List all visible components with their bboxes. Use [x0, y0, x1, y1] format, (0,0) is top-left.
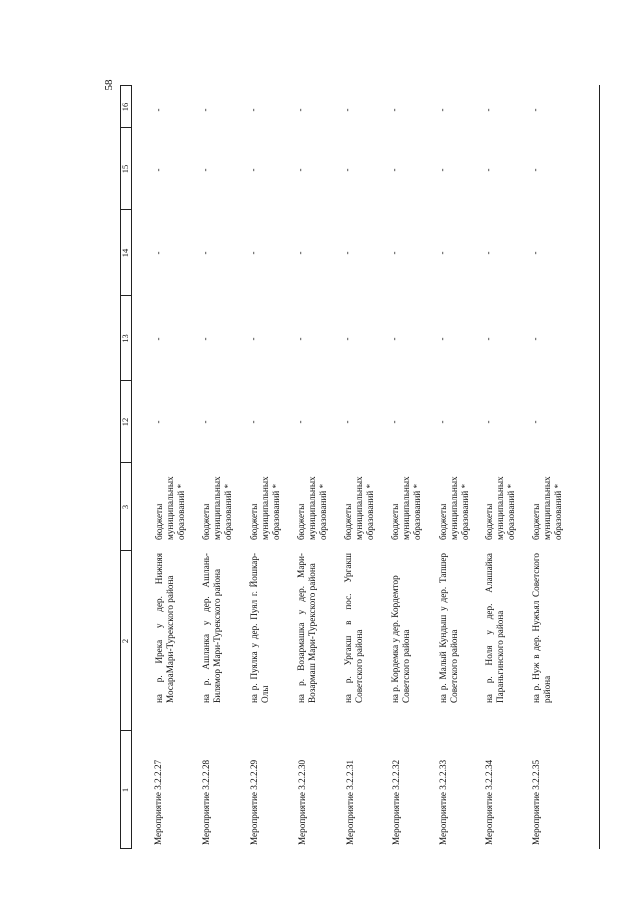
column-header: 12	[120, 417, 130, 427]
row-funding: бюджеты муниципальных образований *	[154, 476, 186, 540]
row-value: -	[389, 168, 399, 172]
row-id: Мероприятие 3.2.2.32	[391, 759, 401, 845]
row-value: -	[437, 108, 447, 112]
row-description: на р. Ирека у дер. Нижняя МосараМари-Турекского района	[154, 553, 175, 703]
row-value: -	[483, 420, 493, 424]
data-table	[120, 85, 600, 849]
row-funding: бюджеты муниципальных образований *	[201, 476, 233, 540]
row-value: -	[295, 251, 305, 255]
row-value: -	[153, 108, 163, 112]
row-value: -	[248, 108, 258, 112]
column-header: 13	[120, 334, 130, 343]
row-description: на р. Нуж в дер. Нужъял Советского района	[531, 553, 552, 703]
row-value: -	[483, 168, 493, 172]
row-description: на р. Возармашка у дер. Мари-Возармаш Мари-Турекского района	[296, 553, 317, 703]
row-value: -	[248, 420, 258, 424]
row-description: на р. Кордемка у дер. Кордемтор Советского района	[390, 575, 411, 703]
row-funding: бюджеты муниципальных образований *	[438, 476, 470, 540]
row-funding: бюджеты муниципальных образований *	[296, 476, 328, 540]
row-value: -	[153, 251, 163, 255]
row-id: Мероприятие 3.2.2.31	[345, 759, 355, 845]
row-id: Мероприятие 3.2.2.29	[249, 759, 259, 845]
column-header: 1	[120, 787, 130, 793]
row-value: -	[483, 251, 493, 255]
row-value: -	[389, 420, 399, 424]
table-header-rule	[131, 85, 132, 849]
page-number: 58	[103, 79, 115, 91]
column-header: 3	[120, 504, 130, 510]
row-value: -	[530, 420, 540, 424]
column-header: 14	[120, 248, 130, 258]
row-value: -	[200, 108, 210, 112]
row-funding: бюджеты муниципальных образований *	[249, 476, 281, 540]
row-value: -	[295, 420, 305, 424]
row-funding: бюджеты муниципальных образований *	[390, 476, 422, 540]
row-value: -	[530, 251, 540, 255]
row-value: -	[342, 337, 352, 341]
row-value: -	[153, 168, 163, 172]
row-value: -	[437, 420, 447, 424]
row-value: -	[342, 108, 352, 112]
row-value: -	[342, 168, 352, 172]
row-description: на р. Ургакш в пос. Ургакш Советского района	[343, 553, 364, 703]
row-value: -	[200, 168, 210, 172]
row-value: -	[153, 337, 163, 341]
table-bottom-rule	[599, 85, 600, 849]
row-value: -	[530, 337, 540, 341]
row-value: -	[389, 337, 399, 341]
row-value: -	[342, 251, 352, 255]
row-funding: бюджеты муниципальных образований *	[343, 476, 375, 540]
row-value: -	[153, 420, 163, 424]
row-description: на р. Пуялка у дер. Пуял г. Йошкар-Олы	[249, 553, 270, 703]
row-id: Мероприятие 3.2.2.33	[438, 759, 448, 845]
row-funding: бюджеты муниципальных образований *	[531, 476, 563, 540]
row-funding: бюджеты муниципальных образований *	[484, 476, 516, 540]
row-description: на р. Малый Кундыш у дер. Тапшер Советского района	[438, 553, 459, 703]
row-description: на р. Ноля у дер. Алашайка Параньгинского района	[484, 553, 505, 703]
row-value: -	[200, 420, 210, 424]
row-value: -	[342, 420, 352, 424]
row-id: Мероприятие 3.2.2.34	[484, 759, 494, 845]
row-value: -	[437, 168, 447, 172]
column-header: 15	[120, 164, 130, 174]
row-id: Мероприятие 3.2.2.27	[153, 759, 163, 845]
row-id: Мероприятие 3.2.2.35	[531, 759, 541, 845]
row-value: -	[389, 108, 399, 112]
row-value: -	[295, 168, 305, 172]
column-header: 2	[120, 638, 130, 644]
row-value: -	[200, 251, 210, 255]
row-id: Мероприятие 3.2.2.30	[297, 759, 307, 845]
row-value: -	[295, 337, 305, 341]
row-value: -	[437, 251, 447, 255]
column-header: 16	[120, 102, 130, 112]
row-value: -	[437, 337, 447, 341]
row-id: Мероприятие 3.2.2.28	[201, 759, 211, 845]
row-value: -	[483, 108, 493, 112]
row-value: -	[200, 337, 210, 341]
row-value: -	[530, 108, 540, 112]
row-value: -	[248, 168, 258, 172]
row-value: -	[530, 168, 540, 172]
row-value: -	[248, 251, 258, 255]
row-value: -	[248, 337, 258, 341]
row-value: -	[389, 251, 399, 255]
row-value: -	[483, 337, 493, 341]
row-description: на р. Ашланка у дер. Ашлань-Билямор Мари-Турекского района	[201, 553, 222, 703]
row-value: -	[295, 108, 305, 112]
